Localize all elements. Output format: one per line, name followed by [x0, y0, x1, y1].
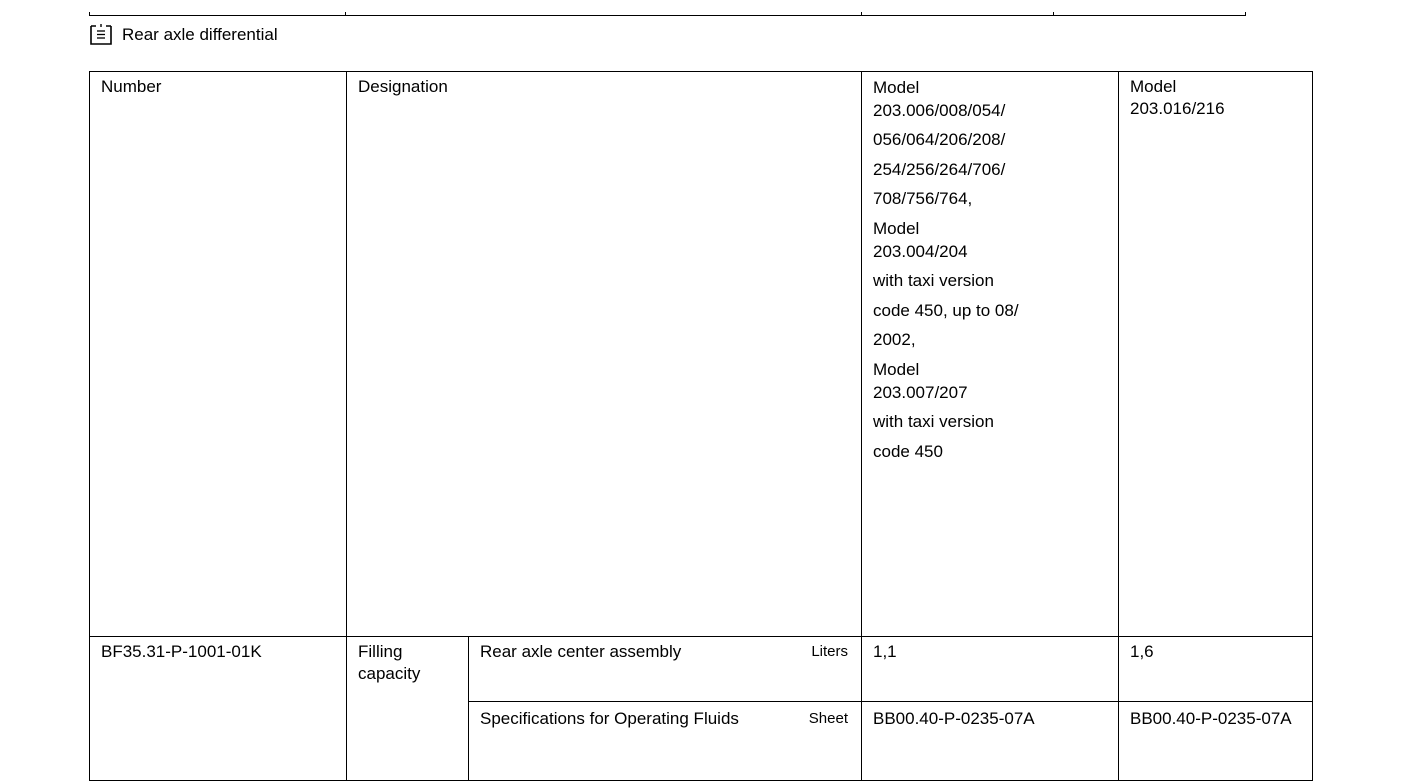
header-designation: Designation: [347, 72, 862, 637]
top-rule-tick: [345, 12, 346, 16]
row-group: Filling capacity: [347, 637, 469, 781]
row-unit: Sheet: [785, 702, 862, 781]
row-number: BF35.31-P-1001-01K: [90, 637, 347, 781]
header-number: Number: [90, 72, 347, 637]
row-unit: Liters: [785, 637, 862, 702]
section-title: Rear axle differential: [122, 25, 278, 44]
model-line: 203.006/008/054/: [873, 101, 1006, 120]
model-line: 254/256/264/706/: [873, 160, 1006, 179]
model-line: with taxi version: [873, 271, 994, 290]
row-value-col2: 1,6: [1119, 637, 1313, 702]
model-line: code 450, up to 08/: [873, 301, 1019, 320]
specification-table: [89, 71, 1313, 781]
section-heading: [89, 22, 278, 48]
top-rule-tick: [861, 12, 862, 16]
model-line: Model: [873, 219, 920, 238]
table-header-row: [90, 72, 1313, 637]
model-line: with taxi version: [873, 412, 994, 431]
header-model-col2: [1119, 72, 1313, 637]
model-line: 056/064/206/208/: [873, 130, 1006, 149]
header-model-col1: [862, 72, 1119, 637]
model-line: Model: [1130, 77, 1177, 96]
model-line: 203.004/204: [873, 242, 968, 261]
top-rule-tick: [1053, 12, 1054, 16]
row-value-col2: BB00.40-P-0235-07A: [1119, 702, 1313, 781]
model-line: Model: [873, 78, 920, 97]
model-line: code 450: [873, 442, 943, 461]
row-item: Rear axle center assembly: [469, 637, 785, 702]
model-line: 708/756/764,: [873, 189, 973, 208]
row-value-col1: BB00.40-P-0235-07A: [862, 702, 1119, 781]
table-row: [90, 637, 1313, 702]
top-rule-tick: [89, 12, 90, 16]
row-item: Specifications for Operating Fluids: [469, 702, 785, 781]
model-line: 203.016/216: [1130, 99, 1225, 118]
top-rule-tick: [1245, 12, 1246, 16]
model-line: Model: [873, 360, 920, 379]
model-line: 203.007/207: [873, 383, 968, 402]
row-value-col1: 1,1: [862, 637, 1119, 702]
document-list-icon: [89, 23, 115, 47]
top-rule: [89, 15, 1246, 16]
model-line: 2002,: [873, 330, 916, 349]
